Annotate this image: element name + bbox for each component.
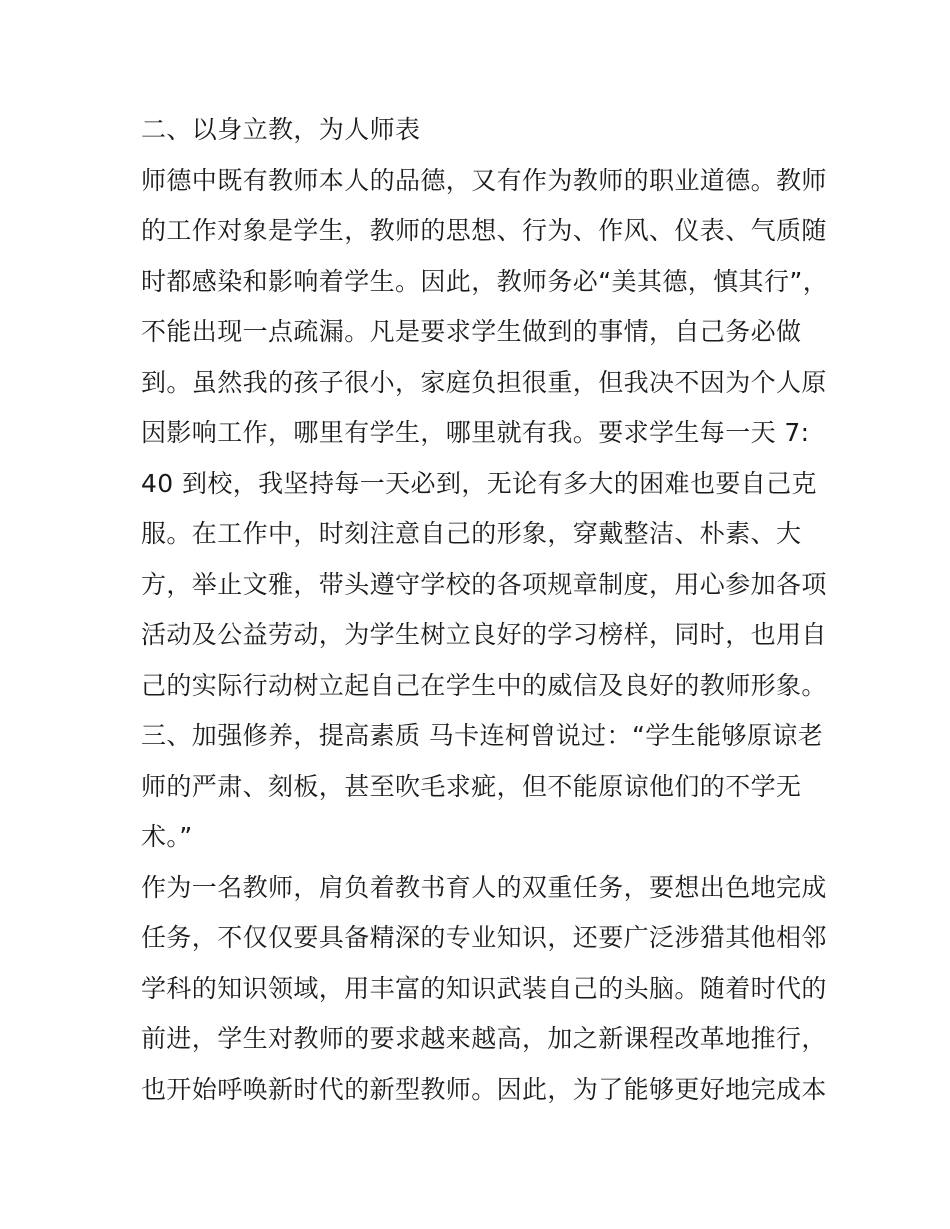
text-line: 学科的知识领域，用丰富的知识武装自己的头脑。随着时代的 — [141, 974, 827, 1003]
text-line: 到。虽然我的孩子很小，家庭负担很重，但我决不因为个人原 — [141, 368, 827, 397]
text-line: 时都感染和影响着学生。因此，教师务必“美其德，慎其行”， — [141, 267, 829, 296]
text-line: 作为一名教师，肩负着教书育人的双重任务，要想出色地完成 — [141, 873, 827, 902]
text-line: 师的严肃、刻板，甚至吹毛求疵，但不能原谅他们的不学无 — [141, 772, 802, 801]
text-line: 师德中既有教师本人的品德，又有作为教师的职业道德。教师 — [141, 166, 827, 195]
text-line: 任务，不仅仅要具备精深的专业知识，还要广泛涉猎其他相邻 — [141, 923, 827, 952]
text-line: 不能出现一点疏漏。凡是要求学生做到的事情，自己务必做 — [141, 317, 802, 346]
text-line: 前进，学生对教师的要求越来越高，加之新课程改革地推行， — [141, 1024, 827, 1053]
text-line: 方，举止文雅，带头遵守学校的各项规章制度，用心参加各项 — [141, 570, 827, 599]
text-line: 因影响工作，哪里有学生，哪里就有我。要求学生每一天 7: — [141, 418, 810, 447]
section-heading-3: 三、加强修养，提高素质 马卡连柯曾说过：“学生能够原谅老 — [141, 721, 824, 750]
text-line: 也开始呼唤新时代的新型教师。因此，为了能够更好地完成本 — [141, 1075, 827, 1104]
text-line: 活动及公益劳动，为学生树立良好的学习榜样，同时，也用自 — [141, 620, 827, 649]
text-line: 40 到校，我坚持每一天必到，无论有多大的困难也要自己克 — [141, 469, 817, 498]
text-line: 术。” — [141, 822, 193, 851]
text-line: 的工作对象是学生，教师的思想、行为、作风、仪表、气质随 — [141, 216, 827, 245]
text-line: 己的实际行动树立起自己在学生中的威信及良好的教师形象。 — [141, 671, 827, 700]
section-heading-2: 二、以身立教，为人师表 — [141, 115, 421, 144]
text-line: 服。在工作中，时刻注意自己的形象，穿戴整洁、朴素、大 — [141, 519, 802, 548]
